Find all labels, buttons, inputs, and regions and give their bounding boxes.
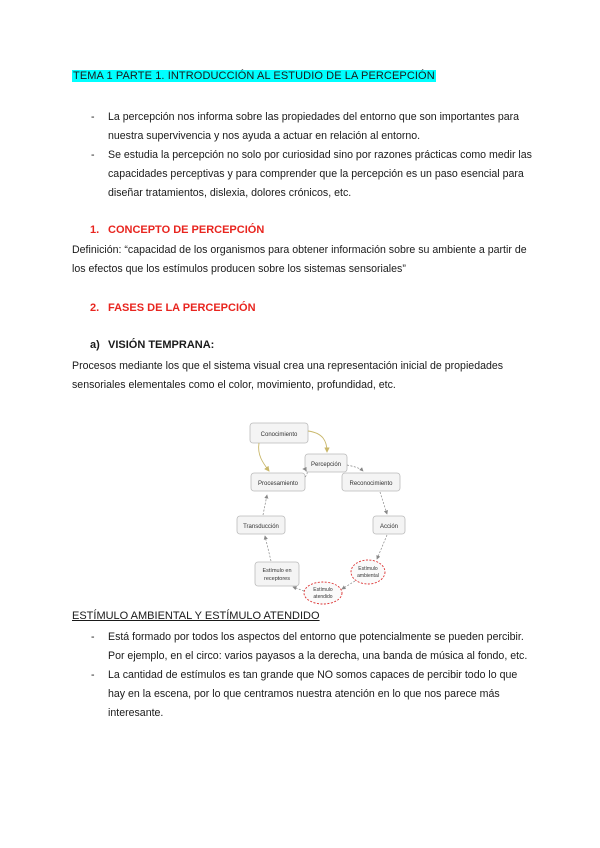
svg-text:receptores: receptores [264, 576, 290, 582]
arrow-conocimiento-procesamiento [259, 443, 269, 471]
subsection-heading-estimulo: ESTÍMULO AMBIENTAL Y ESTÍMULO ATENDIDO [72, 610, 320, 622]
arrow-transduccion-procesamiento [263, 495, 267, 515]
svg-text:Percepción: Percepción [310, 462, 342, 468]
arrow-reconocimiento-accion [380, 492, 387, 514]
node-accion [373, 516, 405, 534]
node-percepcion [305, 454, 347, 472]
svg-text:Reconocimiento: Reconocimiento [349, 481, 393, 487]
list-item: - La percepción nos informa sobre las propiedades del entorno que son importantes para nuestra supervivencia y nos ayuda a actuar en relación al entorno. [72, 108, 532, 146]
definition-paragraph: Definición: “capacidad de los organismos para obtener información sobre su ambiente a partir de los efectos que los estímulos producen sobre los sistemas sensoriales” [72, 244, 527, 275]
section-heading-fases [90, 302, 256, 314]
section-number: 2. [90, 302, 100, 314]
arrow-ambiental-atendido [342, 581, 355, 589]
arrow-atendido-receptores [293, 587, 304, 591]
subsection-title: VISIÓN TEMPRANA: [108, 339, 215, 351]
arrow-conocimiento-percepcion [308, 431, 327, 452]
node-procesamiento [251, 473, 305, 491]
subsection-label: a) [90, 339, 100, 351]
svg-text:Acción: Acción [379, 524, 399, 530]
stimulus-bullet-list [72, 628, 532, 723]
svg-text:Conocimiento: Conocimiento [260, 432, 298, 438]
vision-paragraph: Procesos mediante los que el sistema visual crea una representación inicial de propiedades sensoriales elementales como el color, movimiento, profundidad, etc. [72, 360, 504, 391]
svg-text:atendido: atendido [313, 594, 333, 600]
node-estimulo-atendido [304, 582, 342, 604]
list-item: - Está formado por todos los aspectos del entorno que potencialmente se pueden percibir. Por ejemplo, en el circo: varios payasos a la derecha, una banda de música al fondo, etc. [72, 628, 532, 666]
section-title: FASES DE LA PERCEPCIÓN [108, 302, 256, 314]
perception-cycle-diagram [235, 415, 420, 607]
node-reconocimiento [342, 473, 400, 491]
subsection-heading-vision [90, 339, 214, 351]
node-estimulo-ambiental [351, 560, 385, 584]
page-title: TEMA 1 PARTE 1. INTRODUCCIÓN AL ESTUDIO DE LA PERCEPCIÓN [73, 70, 435, 82]
section-number: 1. [90, 224, 100, 236]
section-title: CONCEPTO DE PERCEPCIÓN [108, 224, 265, 236]
arrow-accion-ambiental [377, 535, 387, 559]
svg-text:Procesamiento: Procesamiento [257, 481, 299, 487]
svg-text:ambiental: ambiental [357, 573, 379, 579]
svg-text:Estímulo: Estímulo [313, 587, 333, 593]
intro-bullet-list [72, 108, 532, 203]
node-estimulo-receptores [255, 562, 299, 586]
svg-text:Transducción: Transducción [243, 524, 279, 530]
svg-text:Estímulo: Estímulo [358, 566, 378, 572]
svg-text:Estímulo en: Estímulo en [262, 568, 292, 574]
arrow-receptores-transduccion [265, 536, 271, 561]
arrow-percepcion-reconocimiento [347, 465, 363, 471]
node-transduccion [237, 516, 285, 534]
node-conocimiento [250, 423, 308, 443]
section-heading-concepto [90, 224, 264, 236]
list-item: - Se estudia la percepción no solo por curiosidad sino por razones prácticas como medir las capacidades perceptivas y para comprender que la percepción es un paso esencial para diseñar tratamientos, dislexia, dolores crónicos, etc. [72, 146, 532, 203]
list-item: - La cantidad de estímulos es tan grande que NO somos capaces de percibir todo lo que hay en la escena, por lo que centramos nuestra atención en lo que nos parece más interesante. [72, 666, 532, 723]
